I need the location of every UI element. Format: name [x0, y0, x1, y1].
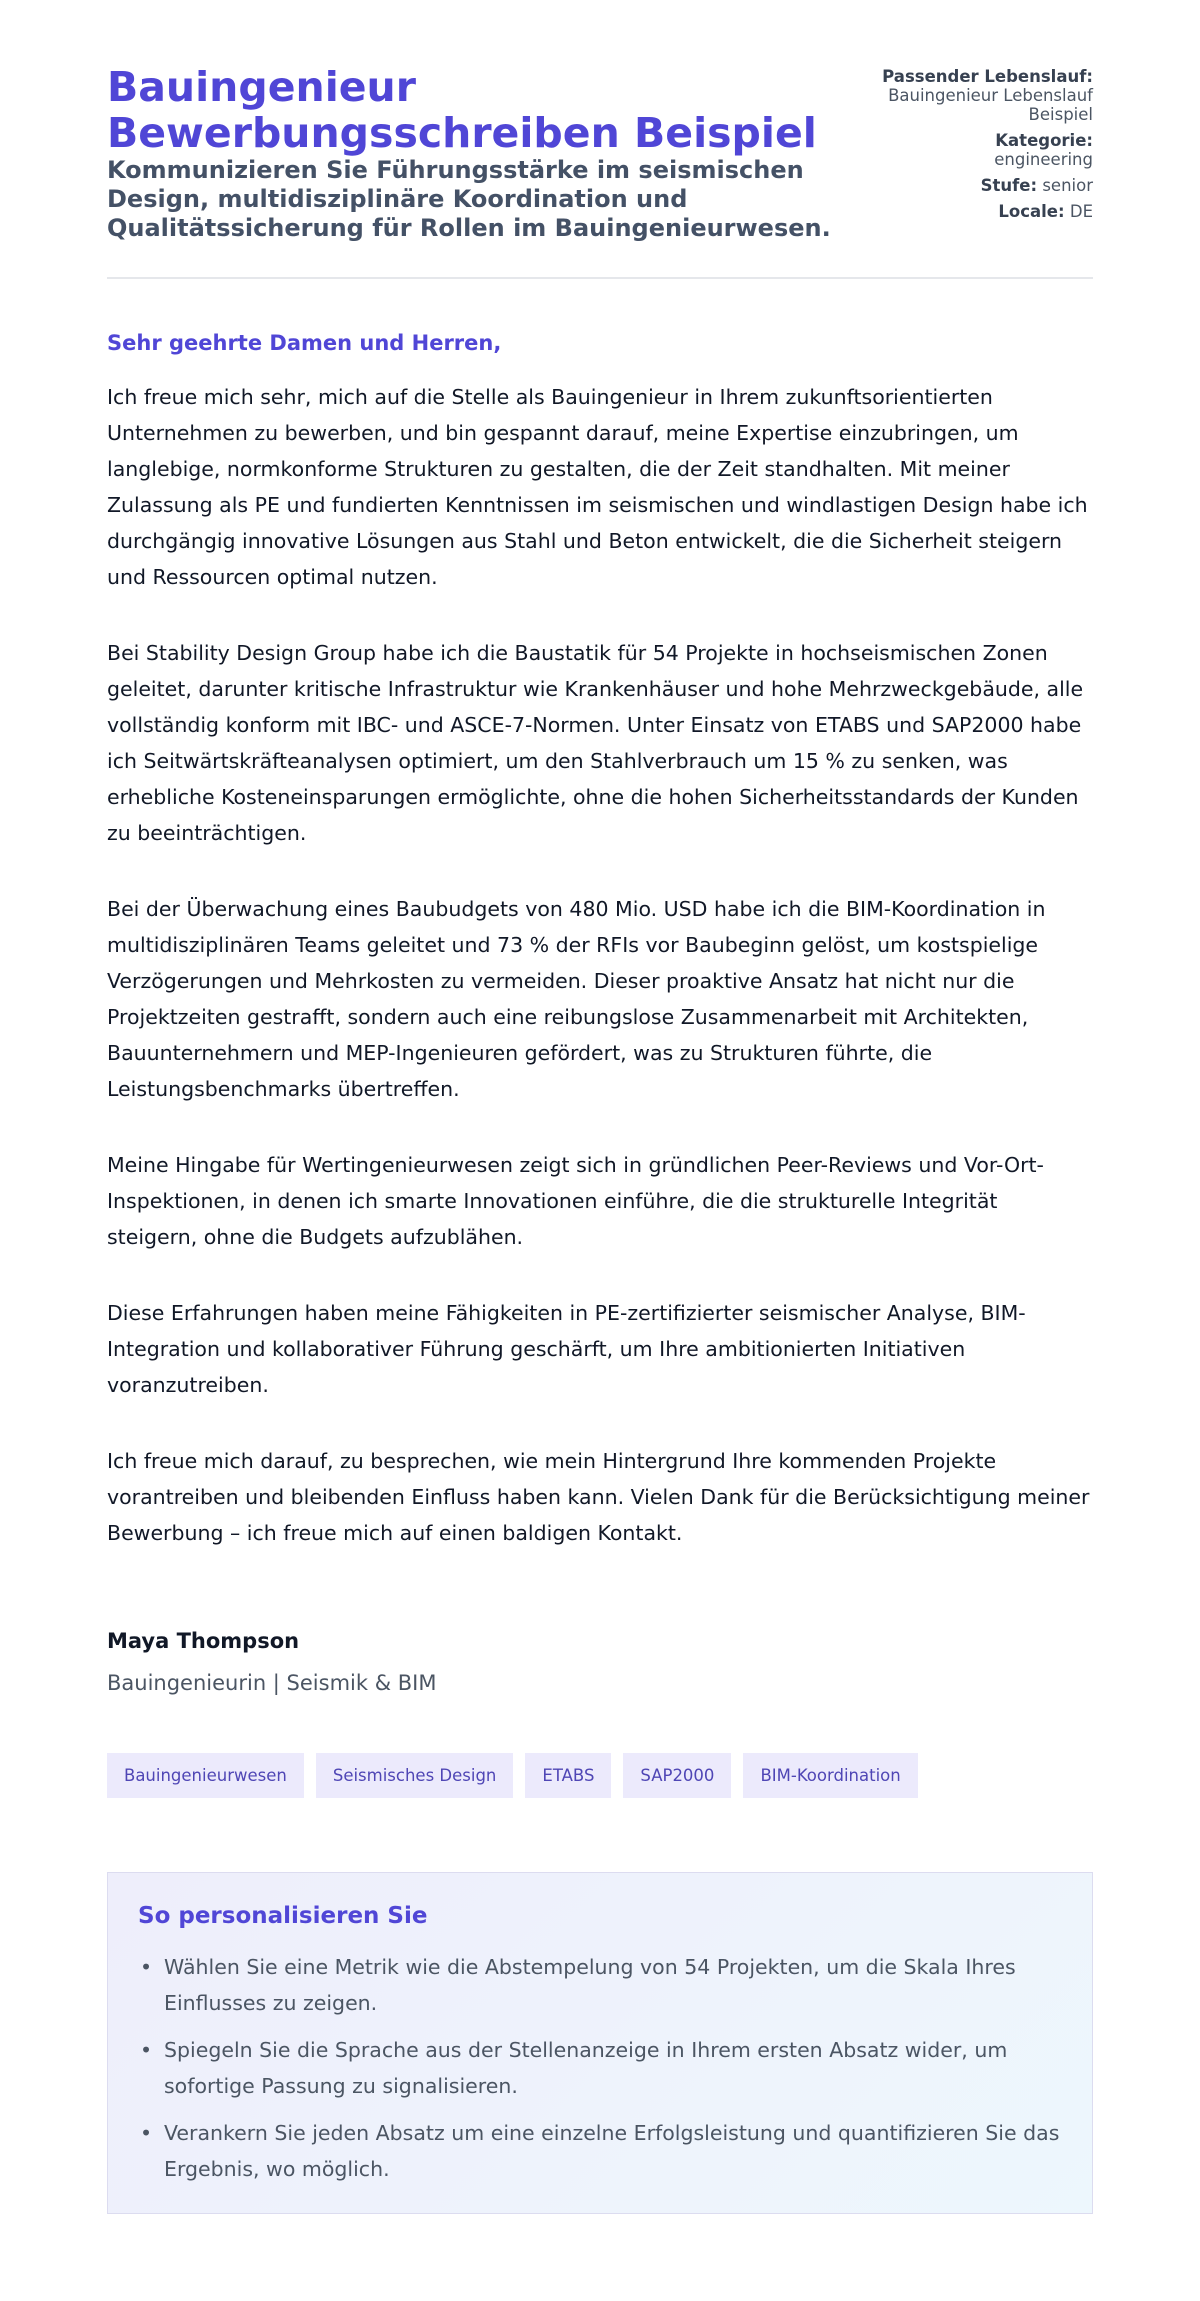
meta-resume-link[interactable]: Bauingenieur Lebenslauf Beispiel	[888, 86, 1093, 124]
letter-paragraph-closing: Ich freue mich darauf, zu besprechen, wie mein Hintergrund Ihre kommenden Projekte vorantreiben und bleibenden Einfluss haben kann. Vielen Dank für die Berücksichtigung meiner Bewerbung – ich freue mich auf einen baldigen Kontakt.	[107, 1449, 1090, 1545]
meta-locale	[839, 202, 1093, 221]
personalization-tips-box	[107, 1872, 1093, 2214]
letter-body	[107, 379, 1093, 1551]
signature-block	[107, 1627, 1093, 1697]
letter-greeting: Sehr geehrte Damen und Herren,	[107, 331, 502, 355]
tips-item-text: Verankern Sie jeden Absatz um eine einzelne Erfolgsleistung und quantifizieren Sie das Ergebnis, wo möglich.	[164, 2121, 1060, 2181]
page-subtitle: Kommunizieren Sie Führungsstärke im seismischen Design, multidisziplinäre Koordination und Qualitätssicherung für Rollen im Bauingenieurwesen.	[107, 156, 831, 242]
letter-paragraph-experience: Bei Stability Design Group habe ich die Baustatik für 54 Projekte in hochseismischen Zonen geleitet, darunter kritische Infrastruktur wie Krankenhäuser und hohe Mehrzweckgebäude, alle vollständig konform mit IBC- und ASCE-7-Normen. Unter Einsatz von ETABS und SAP2000 habe ich Seitwärtskräfteanalysen optimiert, um den Stahlverbrauch um 15 % zu senken, was erhebliche Kosteneinsparungen ermöglichte, ohne die hohen Sicherheitsstandards der Kunden zu beeinträchtigen.	[107, 641, 1084, 845]
tag-etabs[interactable]: ETABS	[525, 1753, 611, 1798]
bullet-icon: •	[140, 2038, 153, 2062]
tips-list	[138, 1949, 1062, 2187]
letter-paragraph-intro: Ich freue mich sehr, mich auf die Stelle als Bauingenieur in Ihrem zukunftsorientierten Unternehmen zu bewerben, und bin gespannt darauf, meine Expertise einzubringen, um langlebige, normkonforme Strukturen zu gestalten, die der Zeit standhalten. Mit meiner Zulassung als PE und fundierten Kenntnissen im seismischen und windlastigen Design habe ich durchgängig innovative Lösungen aus Stahl und Beton entwickelt, die die Sicherheit steigern und Ressourcen optimal nutzen.	[107, 385, 1088, 589]
meta-category	[839, 131, 1093, 169]
skill-tags	[107, 1753, 1093, 1798]
tag-bauingenieurwesen[interactable]: Bauingenieurwesen	[107, 1753, 304, 1798]
meta-matching-resume	[839, 67, 1093, 124]
tips-item	[138, 2032, 1062, 2104]
signature-title: Bauingenieurin | Seismik & BIM	[107, 1671, 437, 1695]
page-title: Bauingenieur Bewerbungsschreiben Beispiel	[107, 63, 817, 157]
tips-item-text: Spiegeln Sie die Sprache aus der Stellenanzeige in Ihrem ersten Absatz wider, um sofortige Passung zu signalisieren.	[164, 2038, 1008, 2098]
tag-sap2000[interactable]: SAP2000	[623, 1753, 731, 1798]
tag-seismisches-design[interactable]: Seismisches Design	[316, 1753, 514, 1798]
meta-category-value: engineering	[994, 150, 1093, 169]
tips-item	[138, 2115, 1062, 2187]
meta-locale-label: Locale:	[998, 202, 1065, 221]
letter-paragraph-value-engineering: Meine Hingabe für Wertingenieurwesen zeigt sich in gründlichen Peer-Reviews und Vor-Ort-Inspektionen, in denen ich smarte Innovationen einführe, die die strukturelle Integrität steigern, ohne die Budgets aufzublähen.	[107, 1153, 1044, 1249]
meta-resume-label: Passender Lebenslauf:	[882, 67, 1093, 86]
bullet-icon: •	[140, 2121, 153, 2145]
tag-bim-koordination[interactable]: BIM-Koordination	[743, 1753, 917, 1798]
tips-item-text: Wählen Sie eine Metrik wie die Abstempelung von 54 Projekten, um die Skala Ihres Einflusses zu zeigen.	[164, 1955, 1016, 2015]
tips-item	[138, 1949, 1062, 2021]
meta-level	[839, 176, 1093, 195]
tips-title: So personalisieren Sie	[138, 1903, 428, 1929]
meta-level-value: senior	[1042, 176, 1093, 195]
meta-locale-value: DE	[1069, 202, 1093, 221]
header-titles	[107, 64, 839, 243]
meta-panel	[839, 64, 1093, 228]
bullet-icon: •	[140, 1955, 153, 1979]
page-header	[107, 64, 1093, 279]
meta-category-label: Kategorie:	[995, 131, 1093, 150]
meta-level-label: Stufe:	[980, 176, 1038, 195]
signature-name: Maya Thompson	[107, 1629, 300, 1653]
letter-paragraph-skills: Diese Erfahrungen haben meine Fähigkeiten in PE-zertifizierter seismischer Analyse, BIM-Integration und kollaborativer Führung geschärft, um Ihre ambitionierten Initiativen voranzutreiben.	[107, 1301, 1026, 1397]
letter-paragraph-bim: Bei der Überwachung eines Baubudgets von 480 Mio. USD habe ich die BIM-Koordination in multidisziplinären Teams geleitet und 73 % der RFIs vor Baubeginn gelöst, um kostspielige Verzögerungen und Mehrkosten zu vermeiden. Dieser proaktive Ansatz hat nicht nur die Projektzeiten gestrafft, sondern auch eine reibungslose Zusammenarbeit mit Architekten, Bauunternehmern und MEP-Ingenieuren gefördert, was zu Strukturen führte, die Leistungsbenchmarks übertreffen.	[107, 897, 1046, 1101]
